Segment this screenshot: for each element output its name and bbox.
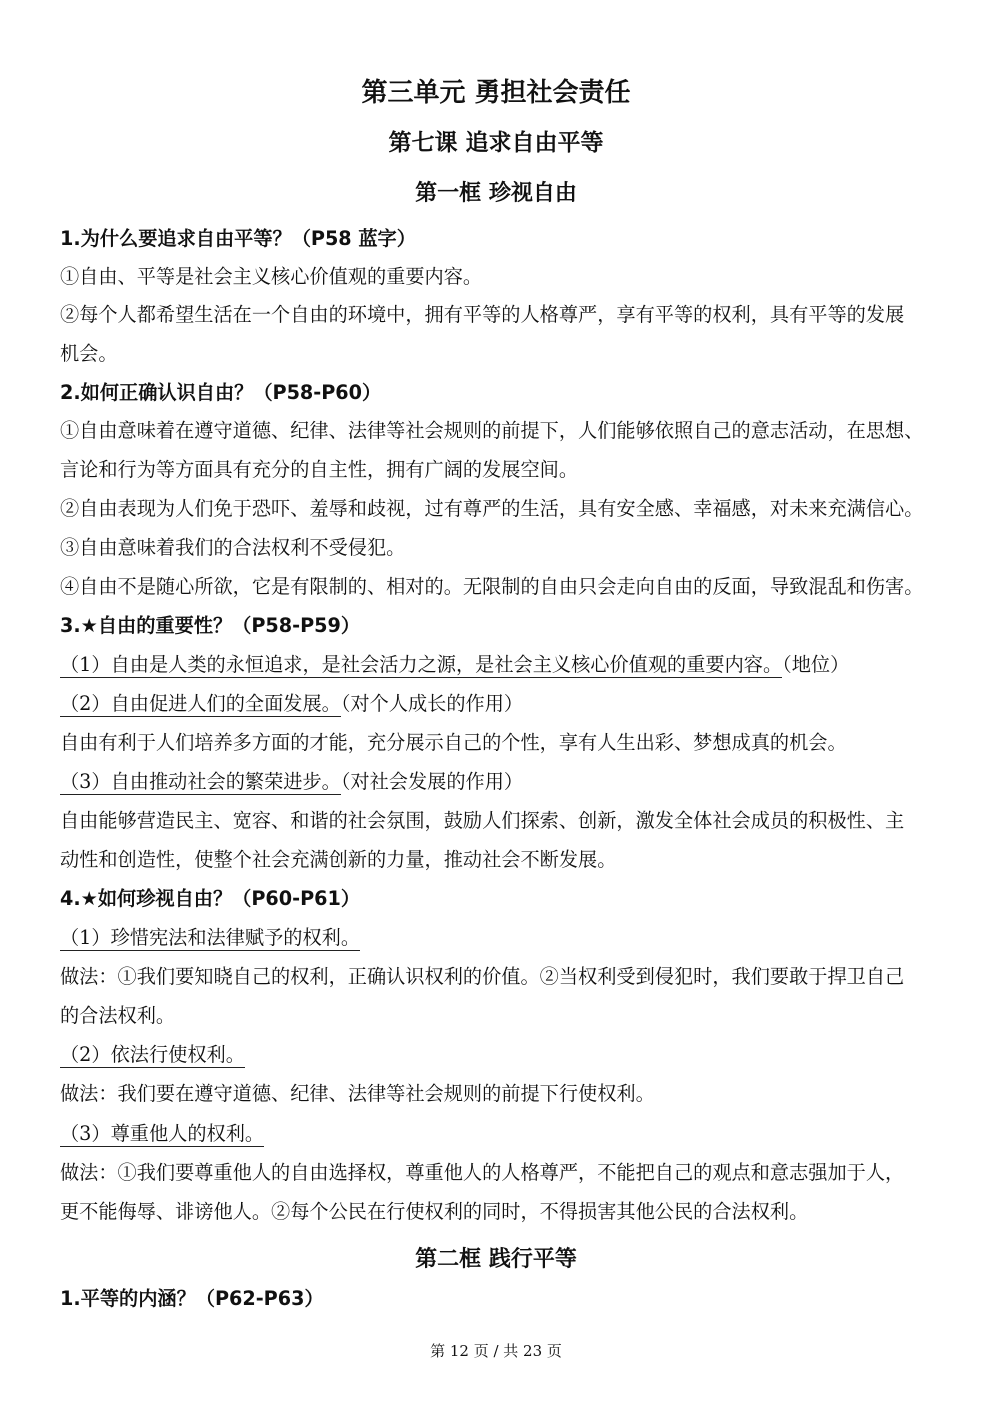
- q4-point-1-text: 的合法权利。: [60, 1004, 176, 1027]
- q2-line: ①自由意味着在遵守道德、纪律、法律等社会规则的前提下，人们能够依照自己的意志活动，在思想、: [60, 419, 924, 442]
- q1-heading: 1.为什么要追求自由平等？（P58 蓝字）: [60, 227, 416, 250]
- q3-point-2-note: （对个人成长的作用）: [340, 692, 524, 715]
- q1-line: ②每个人都希望生活在一个自由的环境中，拥有平等的人格尊严，享有平等的权利，具有平等的发展: [60, 303, 905, 326]
- q4-point-3-text: 更不能侮辱、诽谤他人。②每个公民在行使权利的同时，不得损害其他公民的合法权利。: [60, 1200, 809, 1223]
- q4-point-1-text: 做法：①我们要知晓自己的权利，正确认识权利的价值。②当权利受到侵犯时，我们要敢于捍卫自己: [60, 965, 905, 988]
- q4-point-3-key: （3）尊重他人的权利。: [60, 1122, 265, 1145]
- q4-heading: 4.★如何珍视自由？（P60-P61）: [60, 887, 361, 910]
- lesson-title: 第七课 追求自由平等: [388, 130, 604, 156]
- q1-line: ①自由、平等是社会主义核心价值观的重要内容。: [60, 265, 483, 288]
- q4-point-2-key: （2）依法行使权利。: [60, 1043, 245, 1066]
- q3-point-3: [60, 770, 940, 794]
- frame1-title: 第一框 珍视自由: [415, 181, 577, 206]
- q1-line: 机会。: [60, 342, 118, 365]
- q3-point-3-key: （3）自由推动社会的繁荣进步。: [60, 770, 341, 793]
- q2-line: ③自由意味着我们的合法权利不受侵犯。: [60, 536, 406, 559]
- q2-heading: 2.如何正确认识自由？（P58-P60）: [60, 381, 382, 404]
- q3-point-1-key: （1）自由是人类的永恒追求，是社会活力之源，是社会主义核心价值观的重要内容。: [60, 653, 783, 676]
- q4-point-2-text: 做法：我们要在遵守道德、纪律、法律等社会规则的前提下行使权利。: [60, 1082, 655, 1105]
- q3-point-2: [60, 692, 940, 716]
- q3-point-1-note: （地位）: [782, 653, 850, 676]
- q2-line: 言论和行为等方面具有充分的自主性，拥有广阔的发展空间。: [60, 458, 579, 481]
- q3-point-3-text: 动性和创造性，使整个社会充满创新的力量，推动社会不断发展。: [60, 848, 617, 871]
- unit-title: 第三单元 勇担社会责任: [361, 78, 631, 108]
- q3-point-2-text: 自由有利于人们培养多方面的才能，充分展示自己的个性，享有人生出彩、梦想成真的机会。: [60, 731, 847, 754]
- page-footer: 第 12 页 / 共 23 页: [430, 1342, 562, 1360]
- q3-point-3-text: 自由能够营造民主、宽容、和谐的社会氛围，鼓励人们探索、创新，激发全体社会成员的积极性、主: [60, 809, 905, 832]
- f2-q1-heading: 1.平等的内涵？（P62-P63）: [60, 1287, 324, 1310]
- q4-point-1-key: （1）珍惜宪法和法律赋予的权利。: [60, 926, 361, 949]
- frame2-title: 第二框 践行平等: [415, 1247, 577, 1272]
- q3-point-2-key: （2）自由促进人们的全面发展。: [60, 692, 341, 715]
- q3-point-3-note: （对社会发展的作用）: [340, 770, 524, 793]
- q2-line: ④自由不是随心所欲，它是有限制的、相对的。无限制的自由只会走向自由的反面，导致混乱和伤害。: [60, 575, 924, 598]
- q2-line: ②自由表现为人们免于恐吓、羞辱和歧视，过有尊严的生活，具有安全感、幸福感，对未来充满信心。: [60, 497, 924, 520]
- q4-point-3-text: 做法：①我们要尊重他人的自由选择权，尊重他人的人格尊严，不能把自己的观点和意志强加于人，: [60, 1161, 905, 1184]
- q3-point-1: [60, 653, 940, 677]
- q3-heading: 3.★自由的重要性？（P58-P59）: [60, 614, 361, 637]
